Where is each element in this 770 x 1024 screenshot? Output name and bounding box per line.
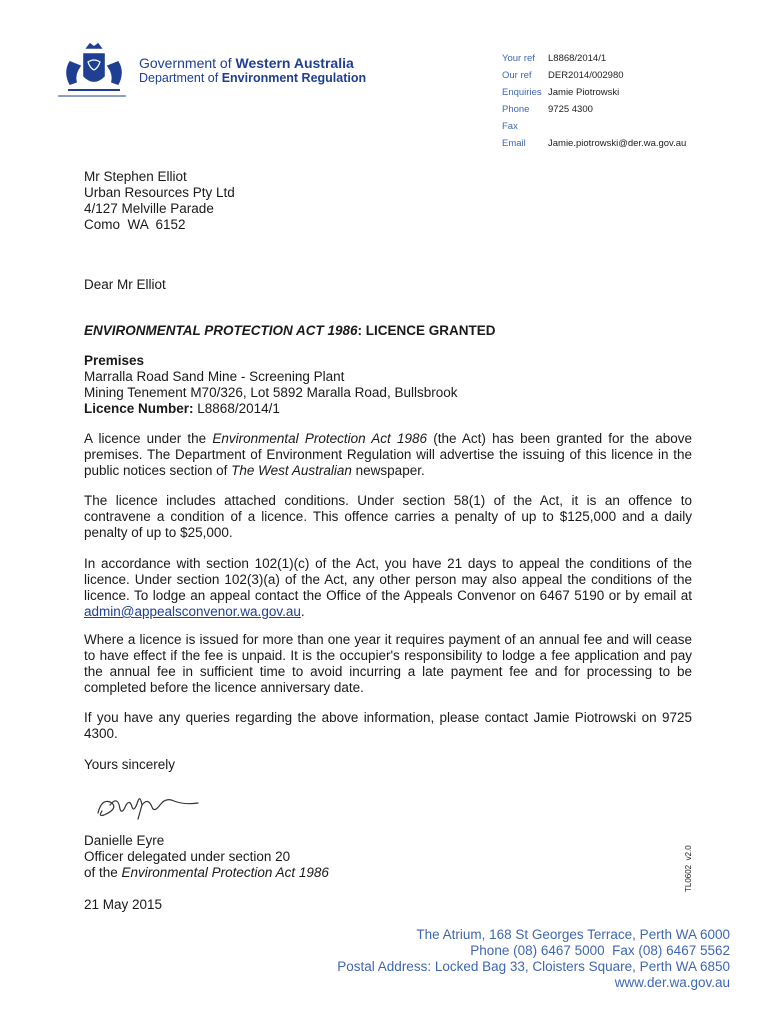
p1-text-b: (the Act) has been granted for the above premises. The Department of Environment Regulation will advertise the issuing of this licence in the public notices section of	[84, 431, 692, 478]
org-prefix: Government of	[139, 55, 236, 71]
ref-value: L8868/2014/1	[548, 53, 607, 64]
ref-enquiries	[502, 84, 686, 101]
signer-title: Officer delegated under section 20	[84, 849, 291, 864]
ref-email	[502, 135, 686, 152]
footer-phone-fax: Phone (08) 6467 5000 Fax (08) 6467 5562	[470, 943, 730, 958]
p3-text-b: .	[300, 604, 305, 619]
signer-block	[84, 833, 329, 881]
subject-act: ENVIRONMENTAL PROTECTION ACT 1986	[84, 323, 358, 338]
paragraph-appeal	[84, 556, 692, 620]
ref-label: Email	[502, 138, 526, 149]
recipient-address	[84, 169, 235, 233]
ref-label: Enquiries	[502, 87, 542, 98]
p1-text-c: newspaper.	[351, 463, 425, 478]
ref-value: 9725 4300	[548, 104, 593, 115]
premises-block	[84, 353, 457, 417]
subject-line	[84, 323, 496, 338]
dept-prefix: Department of	[139, 71, 222, 85]
footer-postal: Postal Address: Locked Bag 33, Cloisters Square, Perth WA 6850	[337, 959, 730, 974]
paragraph-annual-fee: Where a licence is issued for more than one year it requires payment of an annual fee and will cease to have effect if the fee is unpaid. It is the occupier's responsibility to lodge a fee application and pay the annual fee in sufficient time to avoid incurring a late payment fee and for processing to be completed before the licence anniversary date.	[84, 632, 692, 695]
org-state: Western Australia	[235, 55, 354, 71]
ref-label: Your ref	[502, 53, 535, 64]
wa-coat-of-arms-icon	[56, 40, 132, 100]
recipient-suburb: Como WA 6152	[84, 217, 186, 232]
ref-value: Jamie.piotrowski@der.wa.gov.au	[548, 138, 687, 149]
ref-label: Fax	[502, 121, 518, 132]
ref-label: Our ref	[502, 70, 532, 81]
paragraph-licence-granted	[84, 431, 692, 479]
closing: Yours sincerely	[84, 757, 176, 772]
paragraph-conditions: The licence includes attached conditions. Under section 58(1) of the Act, it is an offence to contravene a condition of a licence. This offence carries a penalty of up to $125,000 and a daily penalty of up to $25,000.	[84, 493, 692, 540]
signer-act-prefix: of the	[84, 865, 122, 880]
recipient-company: Urban Resources Pty Ltd	[84, 185, 235, 200]
ref-value: DER2014/002980	[548, 70, 624, 81]
p3-text-a: In accordance with section 102(1)(c) of the Act, you have 21 days to appeal the conditions of the licence. Under section 102(3)(a) of the Act, any other person may also appeal the conditions of the licence. To lodge an appeal contact the Office of the Appeals Convenor on 6467 5190 or by email at	[84, 556, 692, 603]
appeals-email-link[interactable]: admin@appealsconvenor.wa.gov.au	[84, 604, 301, 619]
dept-name: Environment Regulation	[221, 71, 367, 85]
premises-line-1: Marralla Road Sand Mine - Screening Plant	[84, 369, 345, 384]
licence-label: Licence Number:	[84, 401, 194, 416]
footer-website[interactable]: www.der.wa.gov.au	[614, 975, 730, 990]
p1-newspaper: The West Australian	[231, 463, 352, 478]
salutation: Dear Mr Elliot	[84, 277, 166, 292]
ref-fax	[502, 118, 686, 135]
premises-line-2: Mining Tenement M70/326, Lot 5892 Maralla Road, Bullsbrook	[84, 385, 458, 400]
footer-address: The Atrium, 168 St Georges Terrace, Perth WA 6000	[416, 927, 730, 942]
letter-date: 21 May 2015	[84, 897, 163, 912]
p1-text-a: A licence under the	[84, 431, 213, 446]
form-code: TL0602 v2.0	[684, 845, 693, 892]
subject-rest: : LICENCE GRANTED	[357, 323, 496, 338]
signer-act: Environmental Protection Act 1986	[121, 865, 329, 880]
recipient-name: Mr Stephen Elliot	[84, 169, 187, 184]
ref-value: Jamie Piotrowski	[548, 87, 620, 98]
recipient-street: 4/127 Melville Parade	[84, 201, 214, 216]
licence-number: L8868/2014/1	[193, 401, 280, 416]
premises-heading: Premises	[84, 353, 145, 368]
ref-phone	[502, 101, 686, 118]
signer-name: Danielle Eyre	[84, 833, 165, 848]
organisation-name	[139, 55, 366, 86]
ref-label: Phone	[502, 104, 530, 115]
handwritten-signature	[90, 787, 220, 825]
p1-act: Environmental Protection Act 1986	[212, 431, 428, 446]
ref-our-ref	[502, 67, 686, 84]
paragraph-queries: If you have any queries regarding the above information, please contact Jamie Piotrowski on 9725 4300.	[84, 710, 692, 741]
reference-block	[502, 50, 686, 152]
ref-your-ref	[502, 50, 686, 67]
footer-contact	[337, 927, 730, 991]
